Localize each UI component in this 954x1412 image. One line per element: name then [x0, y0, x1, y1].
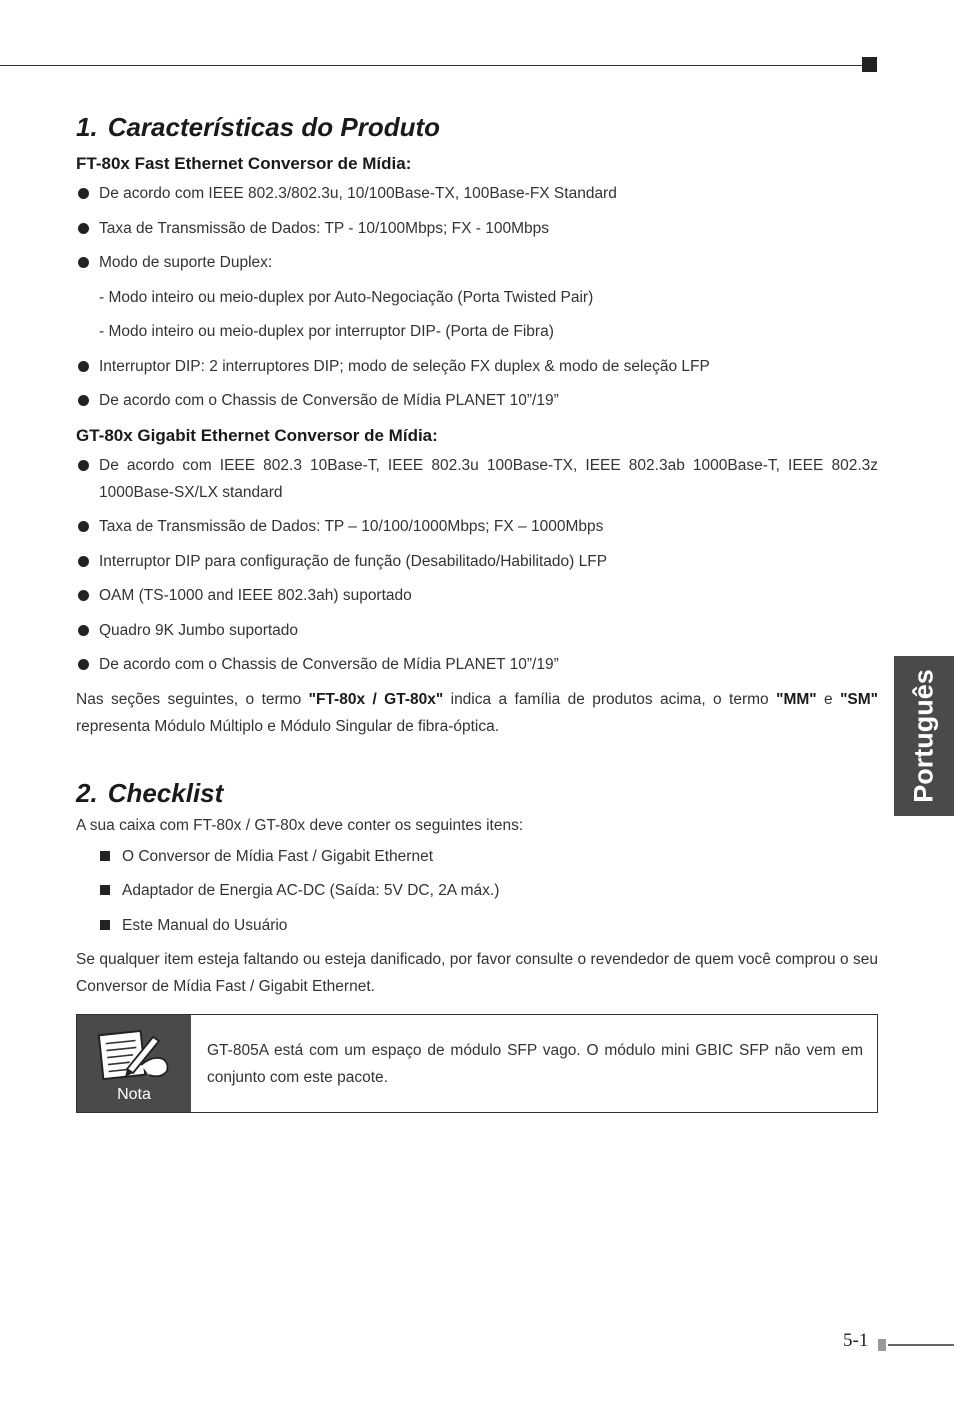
- gt-feature-list: [76, 452, 878, 679]
- checklist: [76, 843, 878, 939]
- footer-square: [878, 1339, 886, 1351]
- duplex-sub-item: - Modo inteiro ou meio-duplex por interruptor DIP- (Porta de Fibra): [99, 323, 554, 340]
- header-square: [862, 57, 877, 72]
- list-item: Quadro 9K Jumbo suportado: [76, 617, 878, 644]
- duplex-sub-item: - Modo inteiro ou meio-duplex por Auto-Negociação (Porta Twisted Pair): [99, 288, 594, 306]
- checklist-closing: Se qualquer item esteja faltando ou esteja danificado, por favor consulte o revendedor de quem você comprou o seu Conversor de Mídia Fast / Gigabit Ethernet.: [76, 951, 878, 995]
- section-1-heading: [76, 108, 878, 146]
- ft-feature-list: [76, 180, 878, 276]
- list-item: De acordo com o Chassis de Conversão de Mídia PLANET 10”/19”: [76, 651, 878, 678]
- page-number: 5-1: [843, 1330, 869, 1351]
- list-item: De acordo com IEEE 802.3/802.3u, 10/100Base-TX, 100Base-FX Standard: [76, 180, 878, 207]
- list-item: Modo de suporte Duplex:: [76, 249, 878, 276]
- terms-paragraph: [76, 686, 878, 740]
- footer-rule: [888, 1344, 954, 1346]
- list-item: O Conversor de Mídia Fast / Gigabit Ethernet: [76, 843, 878, 870]
- language-side-tab: [894, 656, 954, 816]
- header-rule: [0, 65, 868, 66]
- checklist-intro: A sua caixa com FT-80x / GT-80x deve conter os seguintes itens:: [76, 816, 524, 834]
- term-sm: "SM": [840, 690, 879, 708]
- list-item: OAM (TS-1000 and IEEE 802.3ah) suportado: [76, 582, 878, 609]
- list-item: Adaptador de Energia AC-DC (Saída: 5V DC, 2A máx.): [76, 877, 878, 904]
- list-item: Interruptor DIP para configuração de função (Desabilitado/Habilitado) LFP: [76, 548, 878, 575]
- note-box: [76, 1014, 878, 1113]
- page-content: [76, 108, 878, 1113]
- section-1-title: Características do Produto: [107, 112, 440, 142]
- note-pen-icon: [97, 1025, 173, 1087]
- list-item: Interruptor DIP: 2 interruptores DIP; modo de seleção FX duplex & modo de seleção LFP: [76, 353, 878, 380]
- section-2-heading: [76, 774, 878, 812]
- para-text: e: [816, 690, 841, 708]
- list-item: De acordo com IEEE 802.3 10Base-T, IEEE 802.3u 100Base-TX, IEEE 802.3ab 1000Base-T, IEEE 802.3z 1000Base-SX/LX standard: [76, 452, 878, 506]
- note-text: GT-805A está com um espaço de módulo SFP vago. O módulo mini GBIC SFP não vem em conjunto com este pacote.: [207, 1042, 863, 1086]
- language-label: Português: [908, 669, 939, 803]
- section-2-number: 2.: [76, 777, 98, 808]
- para-text: indica a família de produtos acima, o termo: [443, 690, 777, 708]
- gt-heading: GT-80x Gigabit Ethernet Conversor de Mídia:: [76, 425, 438, 445]
- ft-heading: FT-80x Fast Ethernet Conversor de Mídia:: [76, 154, 412, 173]
- note-label: Nota: [117, 1086, 151, 1103]
- section-1-number: 1.: [76, 112, 98, 142]
- list-item: De acordo com o Chassis de Conversão de Mídia PLANET 10”/19”: [76, 387, 878, 414]
- section-2-title: Checklist: [107, 777, 224, 808]
- term-ft-gt: "FT-80x / GT-80x": [308, 690, 444, 708]
- list-item: Taxa de Transmissão de Dados: TP – 10/100/1000Mbps; FX – 1000Mbps: [76, 513, 878, 540]
- list-item: Taxa de Transmissão de Dados: TP - 10/100Mbps; FX - 100Mbps: [76, 215, 878, 242]
- para-text: representa Módulo Múltiplo e Módulo Singular de fibra-óptica.: [76, 717, 500, 735]
- list-item: Este Manual do Usuário: [76, 912, 878, 939]
- ft-feature-list-cont: [76, 353, 878, 415]
- para-text: Nas seções seguintes, o termo: [76, 690, 309, 708]
- term-mm: "MM": [776, 690, 817, 708]
- note-badge: [77, 1015, 191, 1112]
